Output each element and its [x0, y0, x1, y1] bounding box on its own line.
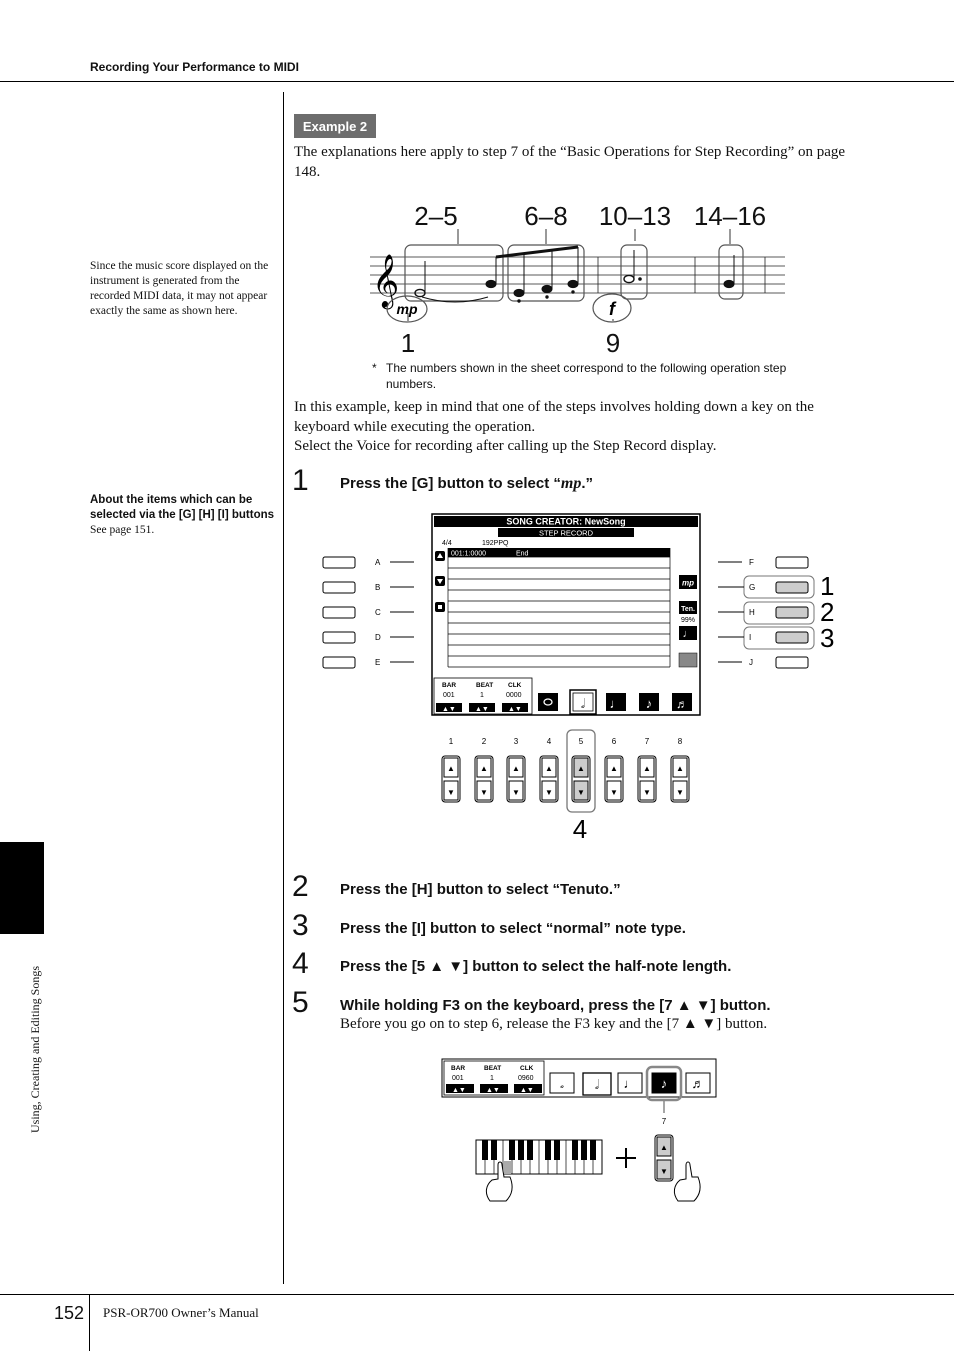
- button-f[interactable]: [776, 557, 808, 568]
- num-button-2-label: 2: [481, 737, 487, 746]
- footer-rule: [0, 1294, 954, 1295]
- counter-clk-value: 0000: [506, 692, 522, 699]
- svg-text:▼: ▼: [545, 788, 553, 797]
- svg-text:▲▼: ▲▼: [452, 1087, 466, 1094]
- screen-time-sig: 4/4: [442, 540, 452, 547]
- score-label-9: 9: [605, 328, 621, 358]
- callout-4: 4: [572, 814, 588, 842]
- step-text-3: Press the [I] button to select “normal” note type.: [340, 920, 686, 937]
- footnote-star: *: [372, 361, 377, 375]
- svg-text:▲: ▲: [577, 764, 585, 773]
- callout-1: 1: [820, 571, 835, 601]
- step-number-2: 2: [292, 870, 309, 903]
- svg-text:♩: ♩: [682, 628, 694, 640]
- svg-text:mp: mp: [682, 578, 694, 588]
- plus-icon: [616, 1148, 636, 1168]
- treble-clef-icon: 𝄞: [372, 254, 400, 306]
- button-c[interactable]: [323, 607, 355, 618]
- sidebar-note-ref: See page 151.: [90, 524, 155, 536]
- button-j[interactable]: [776, 657, 808, 668]
- svg-text:▲: ▲: [480, 764, 488, 773]
- button-f-label: F: [749, 558, 754, 567]
- gate-time: 99%: [680, 617, 696, 624]
- button-b[interactable]: [323, 582, 355, 593]
- chapter-label: Using, Creating and Editing Songs: [28, 966, 42, 1133]
- button-d-label: D: [375, 633, 381, 642]
- fig-bar-value: 001: [452, 1075, 464, 1082]
- svg-text:▼: ▼: [610, 788, 618, 797]
- button-i[interactable]: [776, 632, 808, 643]
- column-rule: [283, 92, 284, 1284]
- sidebar-note-items: [90, 493, 275, 538]
- screen-title: SONG CREATOR: NewSong: [506, 516, 626, 527]
- sidebar-note-score: Since the music score displayed on the instrument is generated from the recorded MIDI data, it may not appear exactly the same as shown here.: [90, 260, 269, 317]
- paragraph-keep-in-mind: [294, 398, 864, 457]
- step-text-1: [340, 475, 593, 493]
- svg-text:▼: ▼: [676, 788, 684, 797]
- right-hand-icon: [674, 1162, 700, 1201]
- sidebar-note-title: About the items which can be selected via the [G] [H] [I] buttons: [90, 494, 275, 521]
- svg-text:♩: ♩: [609, 696, 623, 711]
- svg-text:▲: ▲: [545, 764, 553, 773]
- chapter-tab: [0, 842, 44, 934]
- footnote-text: The numbers shown in the sheet correspond to the following operation step numbers.: [386, 361, 787, 391]
- num-button-1-label: 1: [448, 737, 454, 746]
- screen-event-pos: 001:1:0000: [451, 550, 487, 558]
- footer-divider: [89, 1294, 90, 1351]
- button-g[interactable]: [776, 582, 808, 593]
- svg-text:▲: ▲: [676, 764, 684, 773]
- button-h[interactable]: [776, 607, 808, 618]
- fig-beat-label: BEAT: [484, 1065, 502, 1072]
- svg-text:Ten.: Ten.: [681, 606, 695, 613]
- svg-text:♬: ♬: [676, 697, 688, 711]
- button-j-label: J: [749, 658, 753, 667]
- score-label-1: 1: [400, 328, 416, 358]
- button-h-label: H: [749, 608, 755, 617]
- svg-text:𝅗𝅥: 𝅗𝅥: [594, 1077, 600, 1092]
- button-a-label: A: [375, 558, 381, 567]
- example-intro: The explanations here apply to step 7 of the “Basic Operations for Step Recording” on page 148.: [294, 144, 846, 180]
- step-5-sub: Before you go on to step 6, release the F3 key and the [7 ▲ ▼] button.: [340, 1016, 768, 1032]
- page-number: 152: [54, 1303, 85, 1323]
- counter-beat-label: BEAT: [476, 682, 494, 689]
- running-header: Recording Your Performance to MIDI: [90, 60, 299, 74]
- button-i-label: I: [749, 633, 752, 642]
- step-1-pre: Press the [G] button to select “: [340, 475, 561, 492]
- svg-text:▲: ▲: [512, 764, 520, 773]
- svg-text:▲: ▲: [660, 1143, 668, 1152]
- counter-bar-value: 001: [443, 692, 455, 699]
- keyboard-icon: [476, 1140, 602, 1174]
- num-button-7-label: 7: [644, 737, 650, 746]
- fig-clk-label: CLK: [520, 1065, 534, 1072]
- svg-text:𝅗𝅥: 𝅗𝅥: [580, 696, 586, 711]
- example-badge: Example 2: [294, 114, 376, 138]
- button-c-label: C: [375, 608, 381, 617]
- header-rule: [0, 81, 954, 82]
- svg-text:𝅗: 𝅗: [559, 1076, 565, 1091]
- dynamic-mp: mp: [396, 301, 418, 317]
- fig-bar-label: BAR: [451, 1065, 466, 1072]
- button-a[interactable]: [323, 557, 355, 568]
- svg-text:▼: ▼: [643, 788, 651, 797]
- button-e-label: E: [375, 658, 381, 667]
- step-text-2: Press the [H] button to select “Tenuto.”: [340, 881, 621, 898]
- score-figure: [360, 195, 800, 360]
- num-button-3-label: 3: [513, 737, 519, 746]
- step-number-1: 1: [292, 464, 309, 497]
- svg-text:♬: ♬: [691, 1076, 705, 1091]
- step-text-5: While holding F3 on the keyboard, press the [7 ▲ ▼] button.: [340, 997, 771, 1014]
- counter-clk-label: CLK: [508, 682, 522, 689]
- score-footnote: [372, 360, 812, 392]
- pattern-icon: [679, 653, 697, 667]
- svg-text:▼: ▼: [480, 788, 488, 797]
- svg-text:▼: ▼: [447, 788, 455, 797]
- counter-bar-label: BAR: [442, 682, 457, 689]
- step-text-4: Press the [5 ▲ ▼] button to select the half-note length.: [340, 958, 732, 975]
- callout-3: 3: [820, 623, 835, 653]
- button-g-label: G: [749, 583, 756, 592]
- step-1-post: .”: [581, 475, 593, 492]
- button-d[interactable]: [323, 632, 355, 643]
- svg-text:▲: ▲: [610, 764, 618, 773]
- screen-event-name: End: [516, 550, 529, 558]
- fig-beat-value: 1: [490, 1075, 494, 1082]
- screen-tempo: 192PPQ: [482, 540, 509, 547]
- svg-text:▲▼: ▲▼: [442, 706, 456, 713]
- step-number-3: 3: [292, 909, 309, 942]
- svg-text:▲: ▲: [447, 764, 455, 773]
- counter-beat-value: 1: [480, 692, 484, 699]
- num-button-5-label: 5: [578, 737, 584, 746]
- step-number-5: 5: [292, 986, 309, 1019]
- svg-text:♪: ♪: [645, 696, 653, 711]
- num-button-8-label: 8: [677, 737, 683, 746]
- step-1-symbol: mp: [560, 475, 582, 492]
- svg-text:▲▼: ▲▼: [520, 1087, 534, 1094]
- num-button-6-label: 6: [611, 737, 617, 746]
- button-e[interactable]: [323, 657, 355, 668]
- svg-text:▲▼: ▲▼: [475, 706, 489, 713]
- svg-text:▲▼: ▲▼: [486, 1087, 500, 1094]
- panel-figure: [318, 512, 838, 842]
- manual-title: PSR-OR700 Owner’s Manual: [103, 1305, 259, 1320]
- callout-2: 2: [820, 597, 835, 627]
- score-label-6-8: 6–8: [524, 201, 568, 231]
- dynamic-f: f: [609, 299, 615, 319]
- svg-text:▲: ▲: [643, 764, 651, 773]
- fig-button-7-label: 7: [661, 1117, 667, 1126]
- svg-text:▼: ▼: [512, 788, 520, 797]
- screen-subtitle: STEP RECORD: [538, 528, 594, 538]
- lcd-screen: [432, 514, 700, 715]
- svg-text:▼: ▼: [660, 1167, 668, 1176]
- button-b-label: B: [375, 583, 381, 592]
- svg-text:▼: ▼: [577, 788, 585, 797]
- svg-text:▲▼: ▲▼: [508, 706, 522, 713]
- svg-text:♩: ♩: [623, 1076, 637, 1091]
- paragraph-line-1: In this example, keep in mind that one of the steps involves holding down a key on the keyboard while executing the operation.: [294, 399, 814, 435]
- fig-clk-value: 0960: [518, 1075, 534, 1082]
- svg-text:♪: ♪: [660, 1076, 668, 1091]
- score-label-2-5: 2–5: [414, 201, 458, 231]
- score-label-14-16: 14–16: [693, 201, 767, 231]
- paragraph-line-2: Select the Voice for recording after calling up the Step Record display.: [294, 438, 717, 454]
- step-number-4: 4: [292, 947, 309, 980]
- score-label-10-13: 10–13: [598, 201, 672, 231]
- num-button-4-label: 4: [546, 737, 552, 746]
- step5-figure: [440, 1055, 730, 1210]
